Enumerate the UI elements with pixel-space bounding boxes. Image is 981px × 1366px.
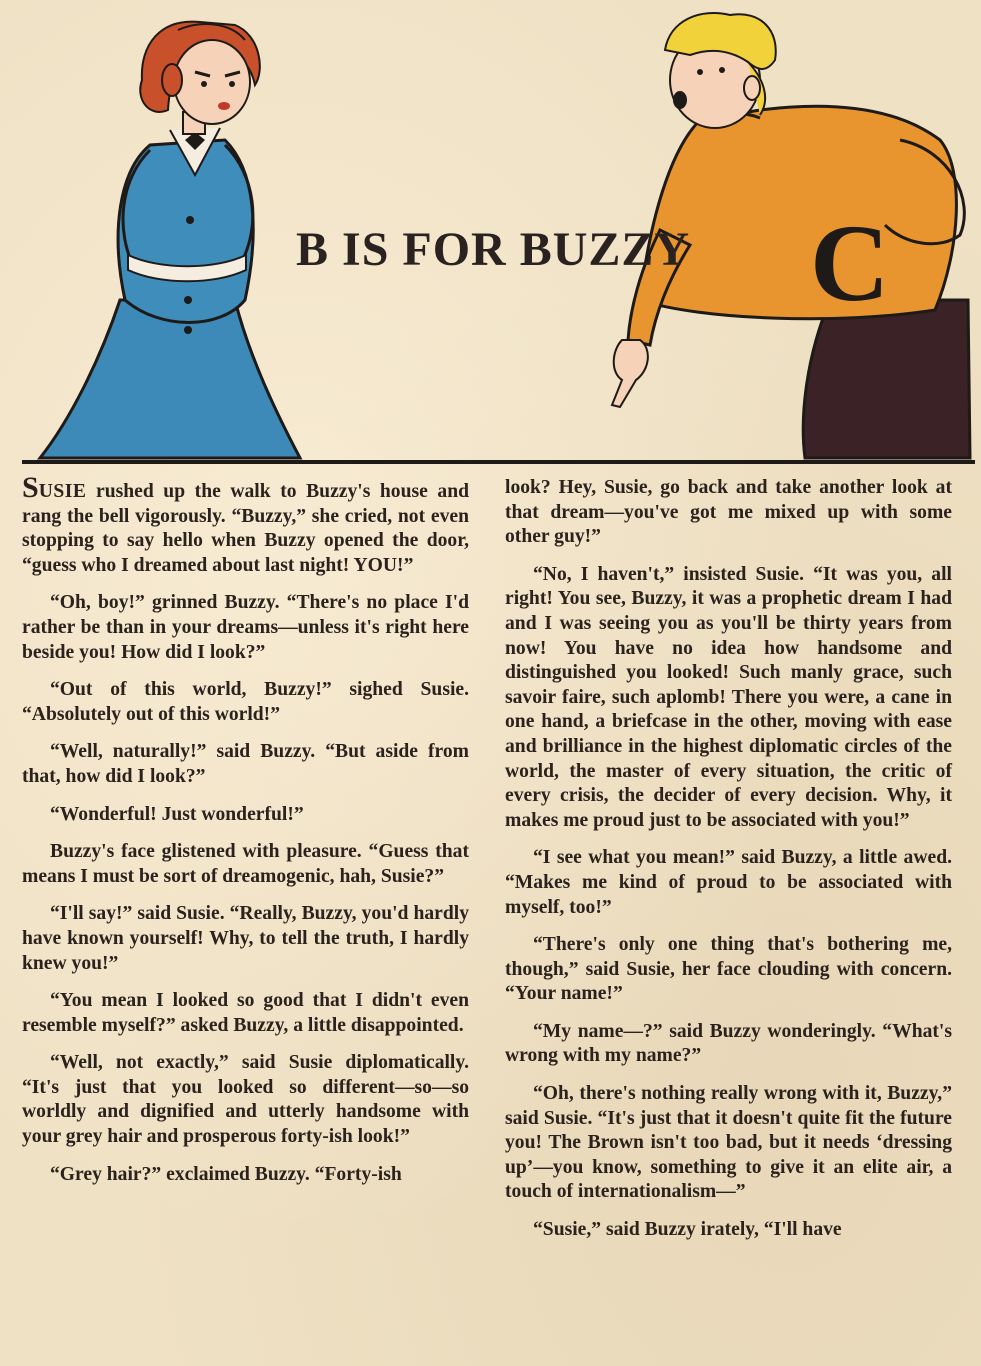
story-columns [22,471,952,1366]
paragraph: “Wonderful! Just wonderful!” [50,803,304,825]
drop-cap: S [22,471,39,504]
paragraph: “Well, not exactly,” said Susie diplomatically. “It's just that you looked so different—so—so worldly and dignified and utterly handsome with your grey hair and prosperous forty-ish look!” [22,1052,469,1148]
paragraph: “There's only one thing that's bothering me, though,” said Susie, her face clouding with concern. “Your name!” [505,934,952,1005]
paragraph: “Well, naturally!” said Buzzy. “But aside from that, how did I look?” [22,741,469,787]
paragraph: look? Hey, Susie, go back and take another look at that dream—you've got me mixed up with some other guy!” [505,477,952,548]
paragraph: “Oh, there's nothing really wrong with it, Buzzy,” said Susie. “It's just that it doesn't quite fit the future you! The Brown isn't too bad, but it needs ‘dressing up’—you know, something to give it an elite air, a touch of internationalism—” [505,1083,952,1203]
paragraph: “I'll say!” said Susie. “Really, Buzzy, you'd hardly have known yourself! Why, to tell the truth, I hardly knew you!” [22,903,469,974]
lead-word: USIE [38,481,87,502]
paragraph: “No, I haven't,” insisted Susie. “It was you, all right! You see, Buzzy, it was a prophetic dream I had and I was seeing you as you'll be thirty years from now! You have no idea how handsome and distinguished you looked! Such manly grace, such savoir faire, such aplomb! There you were, a cane in one hand, a briefcase in the other, moving with ease and brilliance in the highest diplomatic circles of the world, the master of every situation, the critic of every crisis, the decider of every decision. Why, it makes me proud just to be associated with you!” [505,563,952,831]
susie-figure [40,22,300,458]
right-column [505,476,952,1366]
paragraph: “I see what you mean!” said Buzzy, a little awed. “Makes me kind of proud to be associated with myself, too!” [505,847,952,918]
left-column [22,471,469,1366]
paragraph: “My name—?” said Buzzy wonderingly. “What's wrong with my name?” [505,1020,952,1067]
story-title: B IS FOR BUZZY [296,223,691,276]
paragraph: “You mean I looked so good that I didn't even resemble myself?” asked Buzzy, a little disappointed. [22,990,469,1036]
paragraph [22,471,469,578]
paragraph: “Grey hair?” exclaimed Buzzy. “Forty-ish [50,1163,402,1185]
paragraph-text: rushed up the walk to Buzzy's house and rang the bell vigorously. “Buzzy,” she cried, not even stopping to say hello when Buzzy opened the door, “guess who I dreamed about last night! YOU!” [22,481,469,576]
paragraph: “Oh, boy!” grinned Buzzy. “There's no place I'd rather be than in your dreams—unless it's right here beside you! How did I look?” [22,592,469,663]
paragraph: “Susie,” said Buzzy irately, “I'll have [533,1219,842,1241]
paragraph: “Out of this world, Buzzy!” sighed Susie. “Absolutely out of this world!” [22,679,469,725]
svg-text:C: C [810,202,890,324]
paragraph: Buzzy's face glistened with pleasure. “Guess that means I must be sort of dreamogenic, hah, Susie?” [22,841,469,887]
